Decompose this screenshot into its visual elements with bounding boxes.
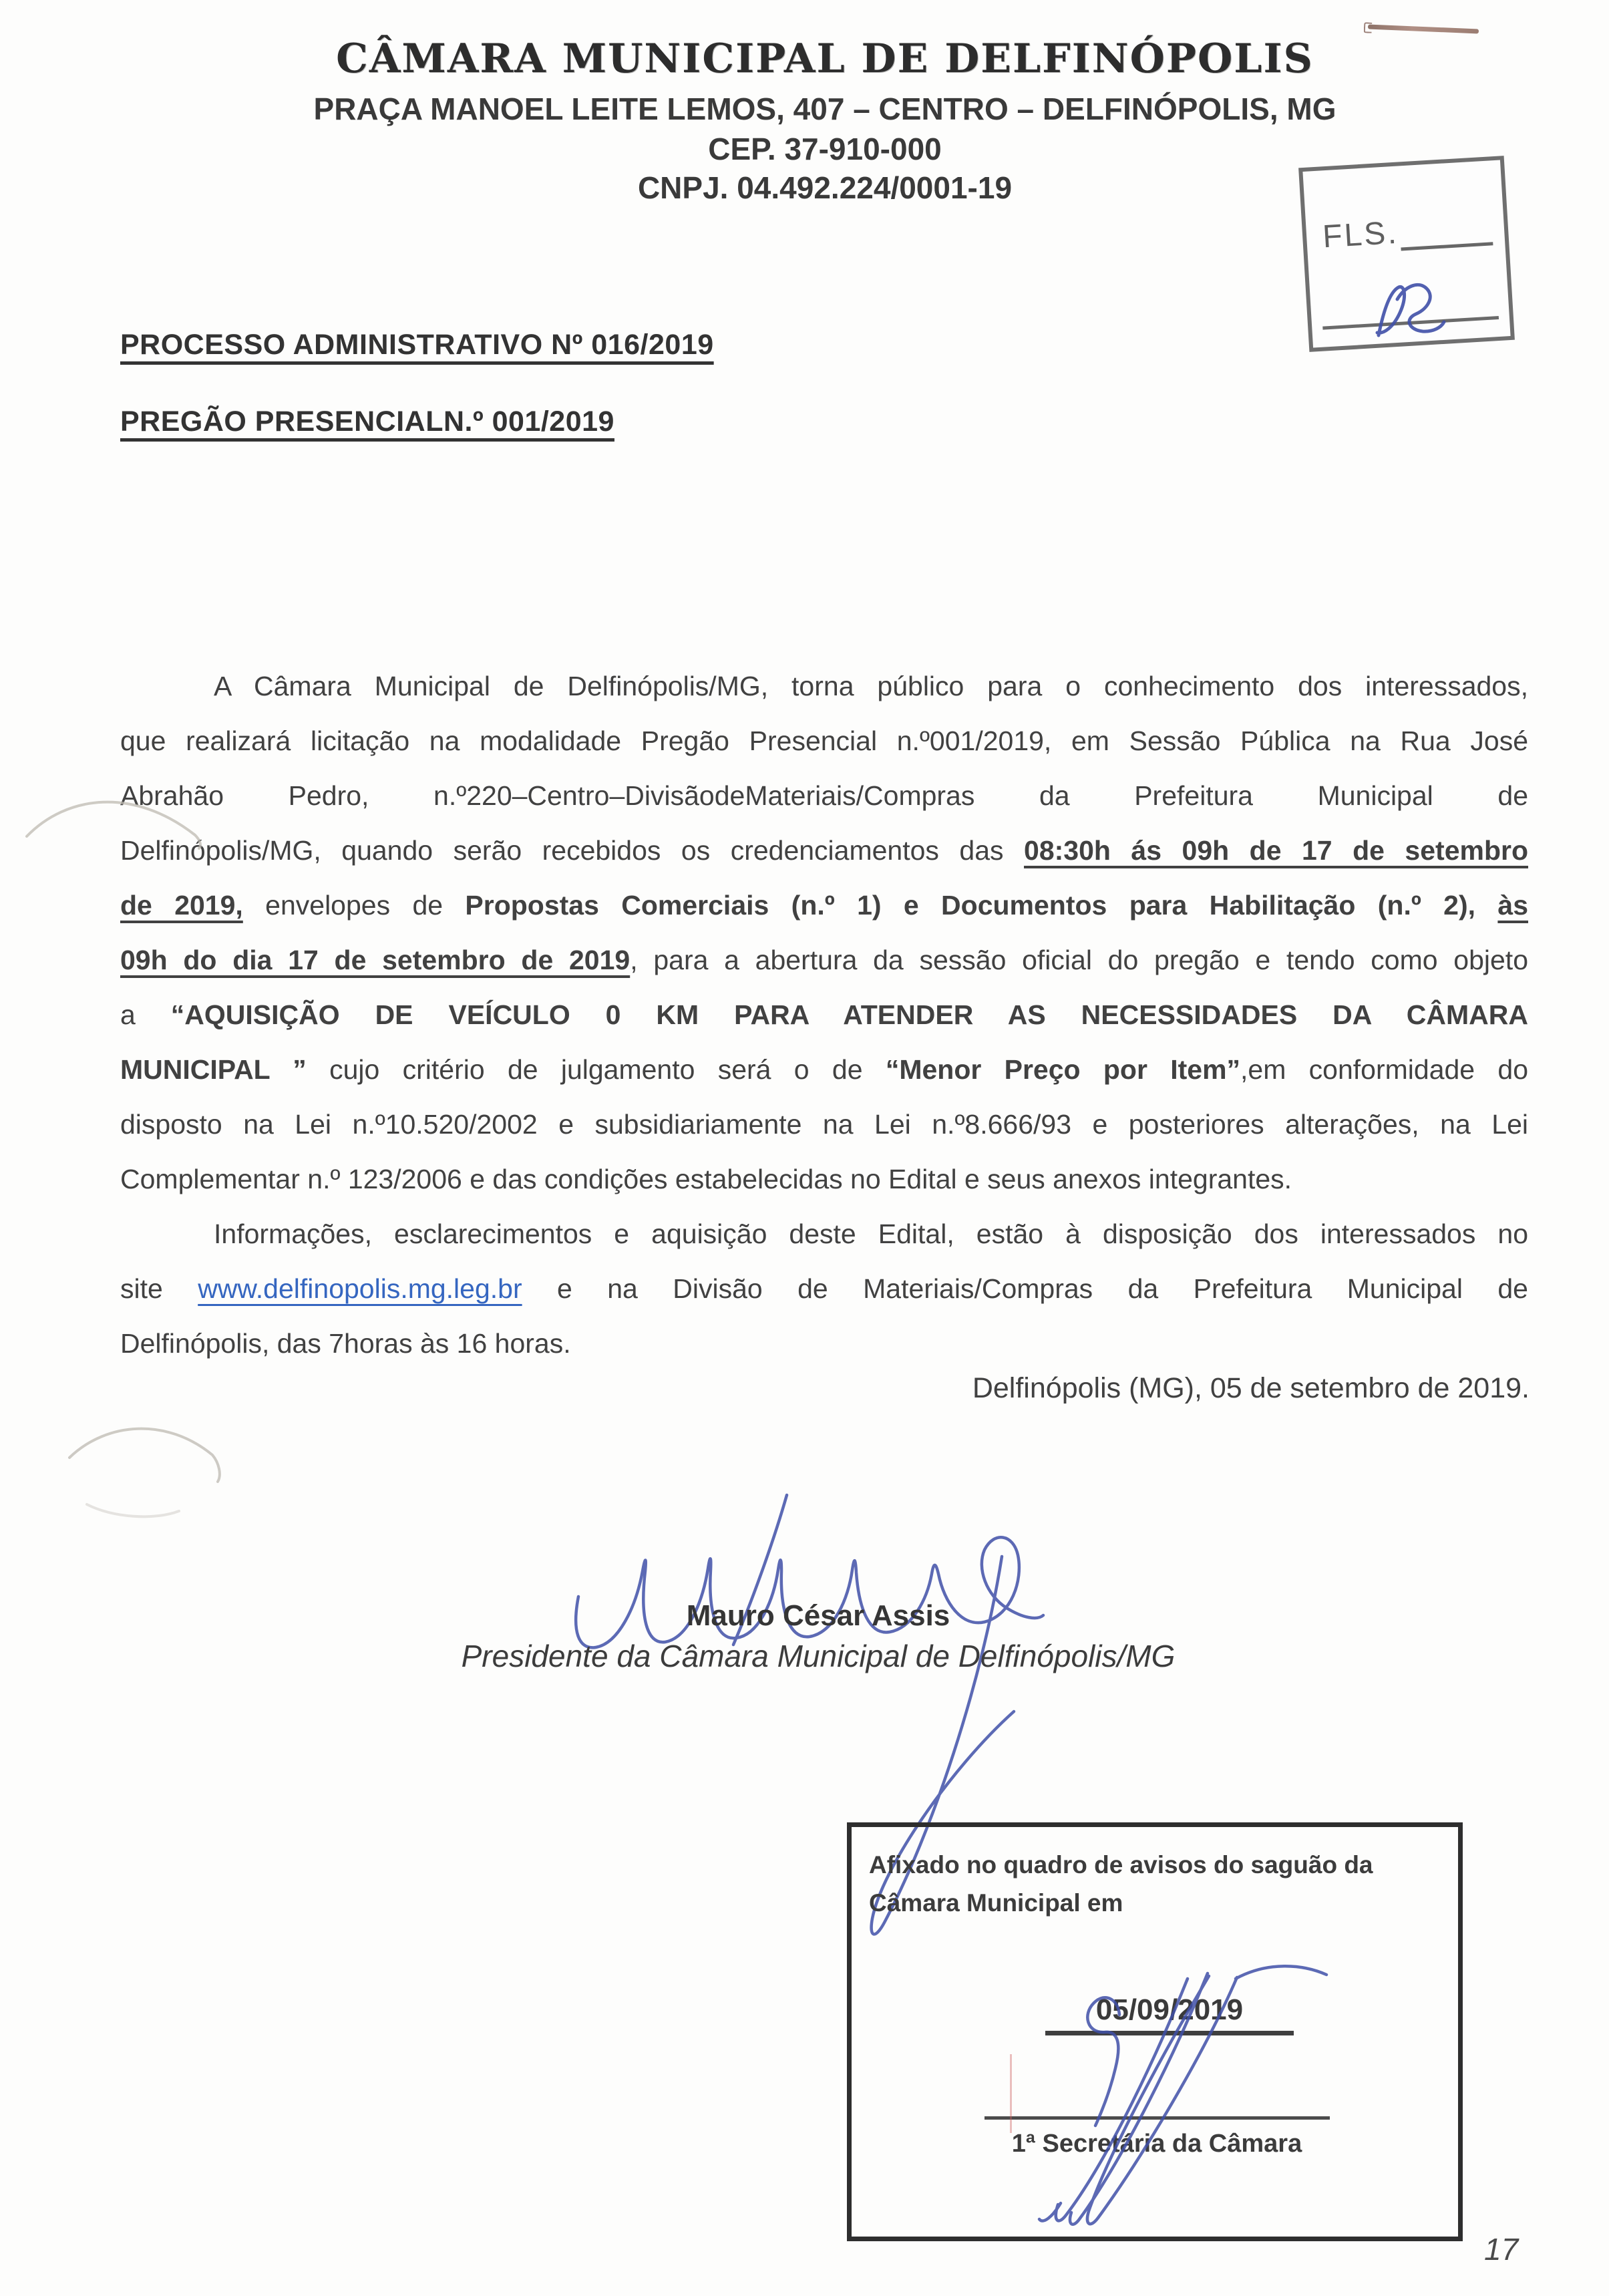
body-segment: MUNICIPAL ” bbox=[120, 1054, 307, 1085]
signer-name: Mauro César Assis bbox=[686, 1599, 950, 1632]
body-segment: 08:30h ás 09h de 17 de setembro bbox=[1024, 835, 1528, 866]
body-segment: cujo critério de julgamento será o de bbox=[306, 1054, 886, 1085]
body-segment: envelopes de bbox=[242, 890, 466, 921]
fls-bottom-line bbox=[1322, 316, 1499, 330]
body-segment: Delfinópolis/MG, quando serão recebidos os credenciamentos das bbox=[120, 835, 1025, 866]
body-segment: Propostas Comerciais (n.º 1) e Documentos para Habilitação (n.º 2), bbox=[465, 890, 1476, 921]
fls-label: FLS. bbox=[1321, 214, 1400, 255]
body-segment: ,em conformidade do bbox=[1240, 1054, 1529, 1085]
body-line bbox=[120, 987, 1528, 1042]
fls-stamp bbox=[1298, 156, 1515, 352]
body-segment: “AQUISIÇÃO DE VEÍCULO 0 KM PARA ATENDER AS NECESSIDADES DA CÂMARA bbox=[170, 999, 1528, 1030]
page-number: 17 bbox=[1484, 2232, 1519, 2267]
cep-line: CEP. 37-910-000 bbox=[708, 132, 942, 166]
notice-date: 05/09/2019 bbox=[1045, 1993, 1294, 2035]
body-segment: 09h do dia 17 de setembro de 2019 bbox=[120, 945, 631, 975]
staple-mark bbox=[1368, 25, 1479, 34]
notice-line-1: Afixado no quadro de avisos do saguão da bbox=[869, 1851, 1373, 1878]
cnpj-line: CNPJ. 04.492.224/0001-19 bbox=[637, 170, 1013, 205]
body-segment: que realizará licitação na modalidade Pregão Presencial n.º001/2019, em Sessão Pública na Rua José bbox=[120, 725, 1528, 756]
body-segment: e na Divisão de Materiais/Compras da Prefeitura Municipal de bbox=[522, 1273, 1528, 1304]
body-segment: às bbox=[1497, 890, 1528, 921]
address-line: PRAÇA MANOEL LEITE LEMOS, 407 – CENTRO – DELFINÓPOLIS, MG bbox=[313, 92, 1336, 126]
body-segment: site bbox=[120, 1273, 198, 1304]
body-line bbox=[120, 1261, 1528, 1316]
date-line: Delfinópolis (MG), 05 de setembro de 2019. bbox=[972, 1372, 1530, 1404]
body-line bbox=[120, 768, 1528, 823]
body-text bbox=[120, 659, 1528, 1371]
organization-title: CÂMARA MUNICIPAL DE DELFINÓPOLIS bbox=[336, 35, 1314, 82]
body-line bbox=[120, 1316, 1528, 1371]
secretary-role: 1ª Secretária da Câmara bbox=[1011, 2130, 1302, 2158]
body-segment: Abrahão Pedro, n.º220–Centro–DivisãodeMateriais/Compras da Prefeitura Municipal de bbox=[120, 780, 1528, 811]
notice-text bbox=[869, 1846, 1373, 1922]
pregao-heading: PREGÃO PRESENCIALN.º 001/2019 bbox=[120, 405, 614, 438]
body-line bbox=[120, 823, 1528, 878]
body-segment: Complementar n.º 123/2006 e das condições estabelecidas no Edital e seus anexos integrantes. bbox=[120, 1164, 1292, 1194]
body-segment: , para a abertura da sessão oficial do pregão e tendo como objeto bbox=[630, 945, 1529, 975]
body-line bbox=[120, 1206, 1528, 1261]
body-segment: de 2019, bbox=[120, 890, 243, 921]
secretary-signature-line bbox=[985, 2116, 1330, 2120]
body-segment: “Menor Preço por Item” bbox=[885, 1054, 1241, 1085]
body-line bbox=[120, 1097, 1528, 1152]
body-segment: disposto na Lei n.º10.520/2002 e subsidiariamente na Lei n.º8.666/93 e posteriores alterações, na Lei bbox=[120, 1109, 1528, 1140]
body-line bbox=[120, 1152, 1528, 1206]
red-scan-artifact bbox=[1010, 2054, 1012, 2133]
body-line bbox=[120, 713, 1528, 768]
body-line bbox=[120, 933, 1528, 987]
body-line bbox=[120, 878, 1528, 933]
body-line bbox=[120, 659, 1528, 713]
fls-blank-line bbox=[1401, 242, 1493, 251]
body-segment: Delfinópolis, das 7horas às 16 horas. bbox=[120, 1328, 571, 1359]
notice-line-2: Câmara Municipal em bbox=[869, 1889, 1123, 1917]
signer-role: Presidente da Câmara Municipal de Delfinópolis/MG bbox=[461, 1639, 1176, 1673]
body-segment bbox=[1475, 890, 1497, 921]
body-line bbox=[120, 1042, 1528, 1097]
body-segment: A Câmara Municipal de Delfinópolis/MG, torna público para o conhecimento dos interessados, bbox=[214, 671, 1528, 701]
body-segment: a bbox=[120, 999, 171, 1030]
processo-heading: PROCESSO ADMINISTRATIVO Nº 016/2019 bbox=[120, 329, 714, 361]
edital-website-link[interactable]: www.delfinopolis.mg.leg.br bbox=[198, 1273, 522, 1304]
body-segment: Informações, esclarecimentos e aquisição deste Edital, estão à disposição dos interessados no bbox=[214, 1218, 1528, 1249]
